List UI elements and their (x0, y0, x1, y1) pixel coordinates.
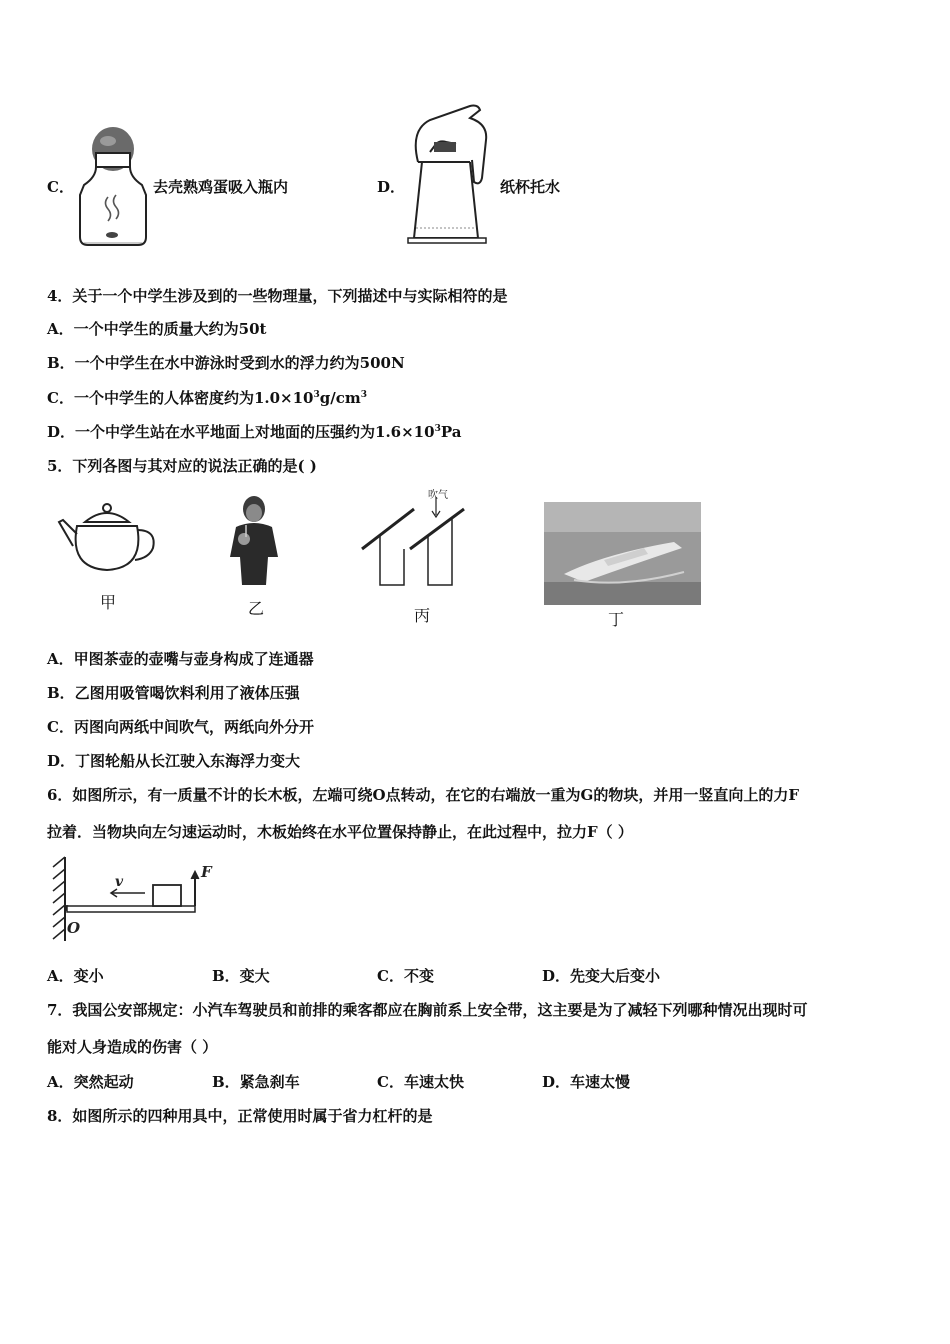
q6-stem-line1: 6．如图所示，有一质量不计的长木板，左端可绕O点转动，在它的右端放一重为G的物块，并用一竖直向上的力F (47, 786, 799, 804)
option-c-label: C． (47, 178, 74, 196)
q7-stem-line1: 7．我国公安部规定：小汽车驾驶员和前排的乘客都应在胸前系上安全带，这主要是为了减轻下列哪种情况出现时可 (47, 1001, 808, 1019)
egg-bottle-figure (72, 125, 152, 250)
teapot-figure (55, 500, 160, 575)
q7-option-b: B．紧急刹车 (212, 1073, 300, 1091)
caption-ding: 丁 (608, 610, 625, 629)
q7-option-a: A．突然起动 (47, 1073, 134, 1091)
fig-f-label: F (201, 863, 212, 881)
q5-option-b: B．乙图用吸管喝饮料利用了液体压强 (47, 684, 300, 702)
lever-figure (45, 855, 225, 943)
paper-cup-water-figure (400, 100, 500, 250)
q4-stem: 4．关于一个中学生涉及到的一些物理量，下列描述中与实际相符的是 (47, 287, 508, 305)
q4-option-b: B．一个中学生在水中游泳时受到水的浮力约为500N (47, 354, 405, 372)
q6-option-a: A．变小 (47, 967, 104, 985)
fig-o-label: O (67, 919, 81, 937)
option-c-text: 去壳熟鸡蛋吸入瓶内 (153, 178, 289, 196)
q5-option-a: A．甲图茶壶的壶嘴与壶身构成了连通器 (47, 650, 314, 668)
q6-stem-line2: 拉着．当物块向左匀速运动时，木板始终在水平位置保持静止，在此过程中，拉力F（ ） (47, 823, 633, 841)
q5-stem: 5．下列各图与其对应的说法正确的是( ) (47, 457, 317, 475)
two-papers-figure (358, 487, 478, 592)
q5-option-c: C．丙图向两纸中间吹气，两纸向外分开 (47, 718, 314, 736)
q7-option-c: C．车速太快 (377, 1073, 464, 1091)
blow-label: 吹气 (428, 490, 448, 501)
option-d-text: 纸杯托水 (500, 178, 561, 196)
q6-option-b: B．变大 (212, 967, 270, 985)
option-d-label: D． (377, 178, 406, 196)
boy-drinking-figure (222, 495, 284, 587)
q5-option-d: D．丁图轮船从长江驶入东海浮力变大 (47, 752, 301, 770)
q7-option-d: D．车速太慢 (542, 1073, 631, 1091)
q4-option-c: C．一个中学生的人体密度约为$1.0\times 10^3g/cm^3$ (47, 389, 367, 407)
q7-stem-line2: 能对人身造成的伤害（ ） (47, 1038, 218, 1056)
q6-option-c: C．不变 (377, 967, 434, 985)
caption-jia: 甲 (100, 593, 117, 612)
caption-yi: 乙 (248, 599, 265, 618)
q4-option-a: A．一个中学生的质量大约为50t (47, 320, 267, 338)
fig-v-label: v (115, 874, 124, 890)
q8-stem: 8．如图所示的四种用具中，正常使用时属于省力杠杆的是 (47, 1107, 433, 1125)
caption-bing: 丙 (414, 606, 431, 625)
q6-option-d: D．先变大后变小 (542, 967, 661, 985)
ship-figure (544, 502, 701, 605)
q4-option-d: D．一个中学生站在水平地面上对地面的压强约为$1.6\times 10^3Pa$ (47, 423, 462, 441)
